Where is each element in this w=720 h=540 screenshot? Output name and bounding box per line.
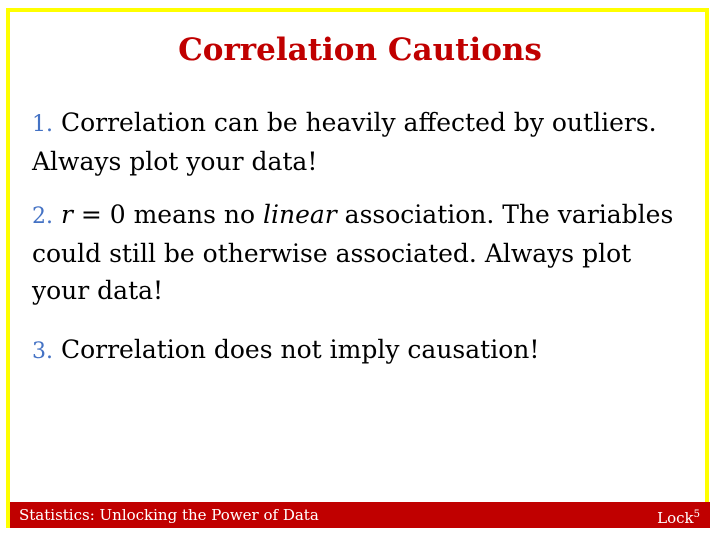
- list-item-2: [32, 196, 682, 309]
- list-item-text: Correlation can be heavily affected by outliers. Always plot your data!: [32, 108, 657, 176]
- variable-r: r: [60, 200, 73, 229]
- list-item-number: 2.: [32, 204, 53, 229]
- list-item-3: [32, 331, 682, 370]
- footer-author-superscript: 5: [693, 509, 700, 520]
- footer-author: [657, 506, 700, 527]
- emphasis-linear: linear: [262, 200, 337, 229]
- footer-bar: [10, 502, 710, 528]
- footer-book-title: Statistics: Unlocking the Power of Data: [19, 506, 319, 524]
- list-item-number: 3.: [32, 339, 53, 364]
- list-item-1: [32, 104, 682, 180]
- footer-author-name: Lock: [657, 509, 694, 527]
- list-item-text-part-b: association. The variables could still be otherwise associated. Always plot your data!: [32, 200, 674, 305]
- list-item-text-part-a: = 0 means no: [72, 200, 263, 229]
- list-item-text: Correlation does not imply causation!: [60, 335, 540, 364]
- list-item-number: 1.: [32, 112, 53, 137]
- slide-title: Correlation Cautions: [178, 32, 542, 68]
